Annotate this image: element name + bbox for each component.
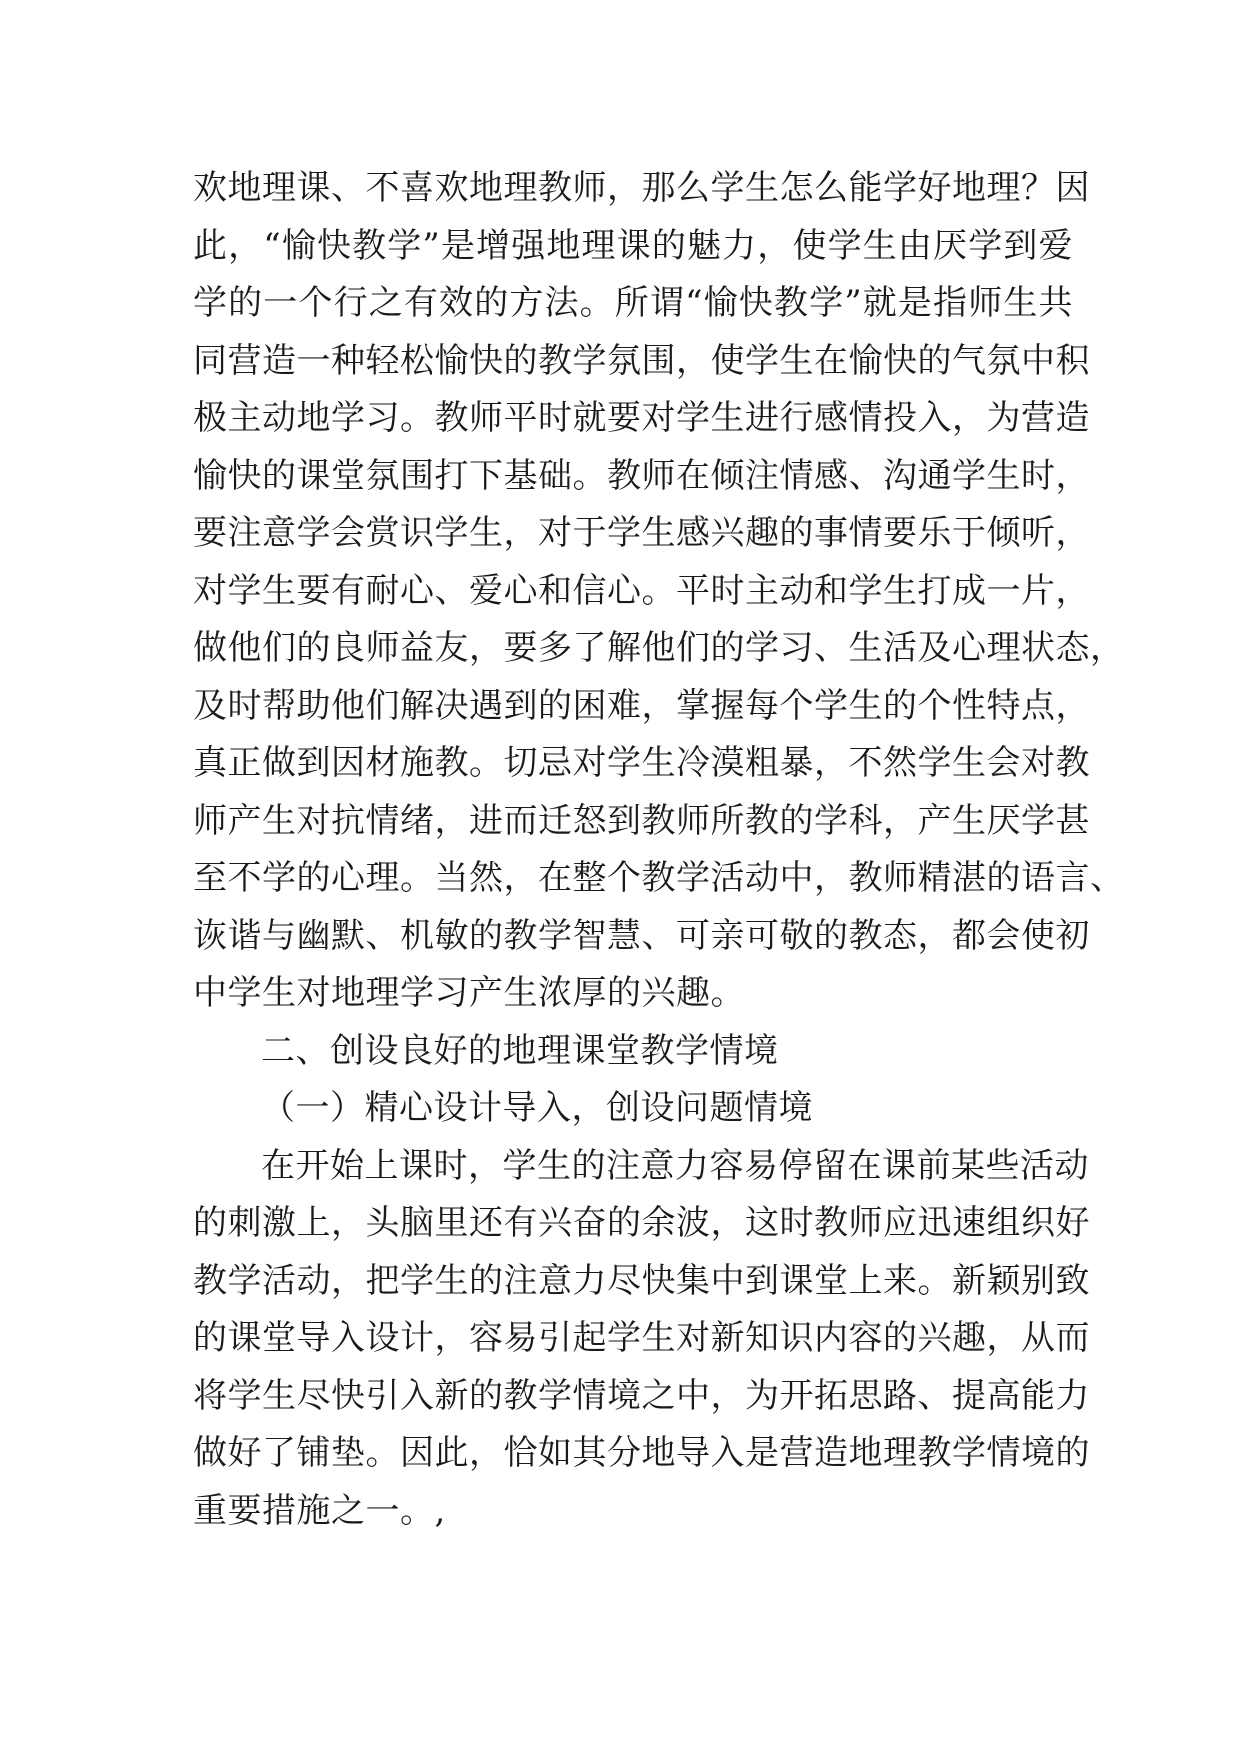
text-line: 极主动地学习。教师平时就要对学生进行感情投入，为营造: [193, 398, 1090, 438]
paragraph-happy-teaching: [193, 160, 1125, 1023]
text-line: 师产生对抗情绪，进而迁怒到教师所教的学科，产生厌学甚: [193, 800, 1090, 841]
text-line: 的刺激上，头脑里还有兴奋的余波，这时教师应迅速组织好: [193, 1203, 1090, 1243]
text-line: 愉快的课堂氛围打下基础。教师在倾注情感、沟通学生时，: [193, 455, 1090, 496]
text-line: 学的一个行之有效的方法。所谓“愉快教学”就是指师生共: [193, 283, 1073, 323]
text-line: 及时帮助他们解决遇到的困难，掌握每个学生的个性特点，: [193, 685, 1090, 726]
text-line: 对学生要有耐心、爱心和信心。平时主动和学生打成一片，: [193, 570, 1090, 611]
text-line: 诙谐与幽默、机敏的教学智慧、可亲可敬的教态，都会使初: [193, 915, 1090, 956]
text-line: 将学生尽快引入新的教学情境之中，为开拓思路、提高能力: [193, 1375, 1090, 1416]
text-line: 此，“愉快教学”是增强地理课的魅力，使学生由厌学到爱: [193, 225, 1073, 266]
document-body: [193, 160, 1125, 1540]
paragraph-lesson-introduction: [193, 1138, 1090, 1541]
text-line: 同营造一种轻松愉快的教学氛围，使学生在愉快的气氛中积: [193, 340, 1090, 381]
text-line: 的课堂导入设计，容易引起学生对新知识内容的兴趣，从而: [193, 1318, 1090, 1358]
subsection-heading: （一）精心设计导入，创设问题情境: [261, 1088, 813, 1128]
text-line: 真正做到因材施教。切忌对学生冷漠粗暴，不然学生会对教: [193, 743, 1090, 783]
text-line: 做好了铺垫。因此，恰如其分地导入是营造地理教学情境的: [193, 1433, 1090, 1473]
text-line: 教学活动，把学生的注意力尽快集中到课堂上来。新颖别致: [193, 1260, 1090, 1301]
text-line: 重要措施之一。,: [193, 1490, 446, 1531]
text-line: 欢地理课、不喜欢地理教师，那么学生怎么能学好地理？因: [193, 168, 1090, 208]
text-line: 中学生对地理学习产生浓厚的兴趣。: [193, 973, 745, 1013]
section-heading: 二、创设良好的地理课堂教学情境: [261, 1030, 779, 1071]
text-line: 要注意学会赏识学生，对于学生感兴趣的事情要乐于倾听，: [193, 513, 1090, 553]
text-line: 在开始上课时，学生的注意力容易停留在课前某些活动: [261, 1145, 1089, 1186]
text-line: 至不学的心理。当然，在整个教学活动中，教师精湛的语言、: [193, 858, 1125, 898]
text-line: 做他们的良师益友，要多了解他们的学习、生活及心理状态，: [193, 628, 1125, 668]
